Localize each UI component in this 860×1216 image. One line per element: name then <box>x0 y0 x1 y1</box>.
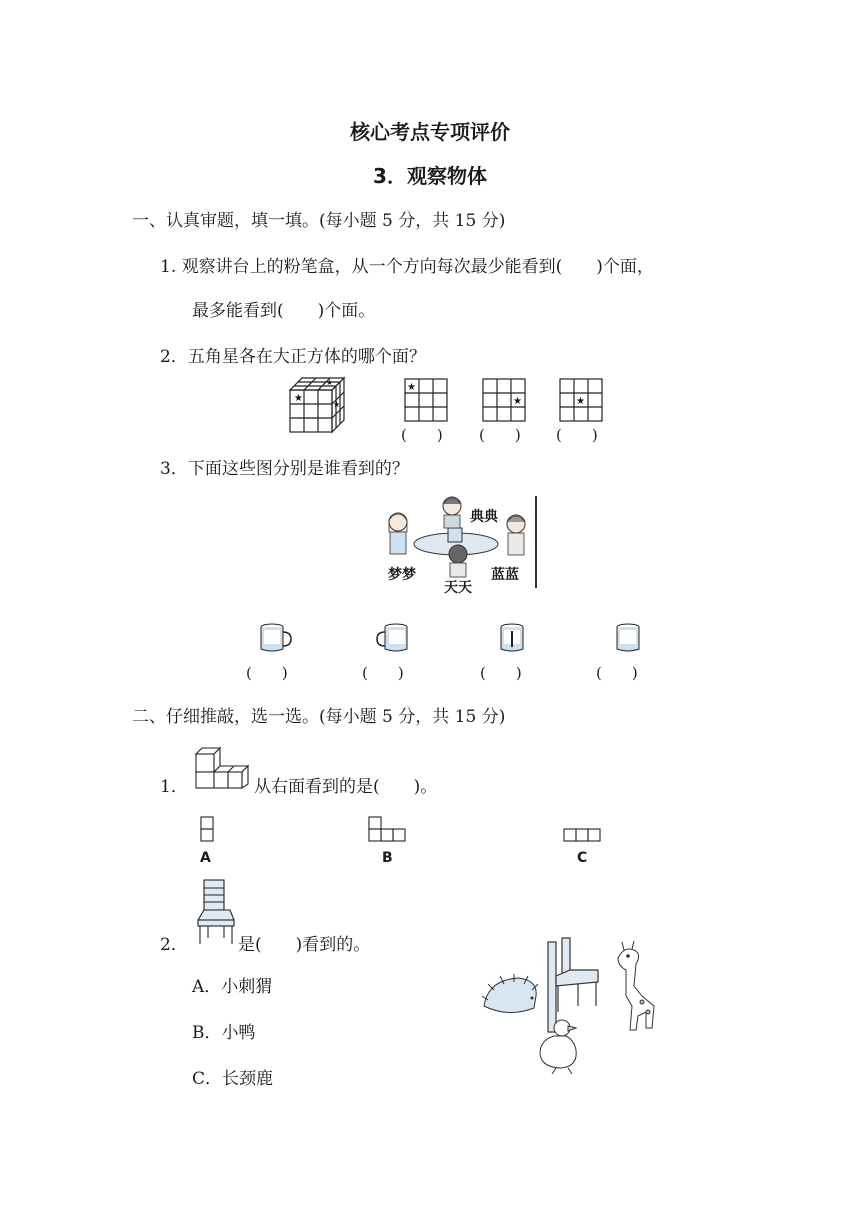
star-icon: ★ <box>333 400 341 409</box>
q2-text: 2．五角星各在大正方体的哪个面？ <box>160 347 426 367</box>
option-c-label[interactable]: C <box>577 850 588 866</box>
option-b-label[interactable]: B <box>382 850 393 866</box>
grid-view-2 <box>482 378 526 422</box>
cup-view-4 <box>612 622 644 654</box>
star-icon: ★ <box>326 378 334 387</box>
page-title: 核心考点专项评价 <box>350 120 510 144</box>
star-icon: ★ <box>407 382 416 393</box>
q3-blank-4[interactable]: ( ) <box>596 664 638 682</box>
cup-view-3 <box>496 622 528 654</box>
s2-q2-number: 2． <box>160 935 188 955</box>
section-1-heading: 一、认真审题，填一填。(每小题 5 分，共 15 分) <box>132 211 506 231</box>
cup-view-2 <box>374 622 414 654</box>
s2-q2-text: 是( )看到的。 <box>238 935 371 955</box>
s2-q1-text: 从右面看到的是( )。 <box>254 777 438 797</box>
chair-figure <box>194 878 238 946</box>
star-icon: ★ <box>576 396 585 407</box>
q3-blank-3[interactable]: ( ) <box>480 664 522 682</box>
cube-stack-figure <box>194 744 250 788</box>
q2-blank-2[interactable]: ( ) <box>479 426 521 444</box>
cup-view-1 <box>258 622 298 654</box>
q1-line2: 最多能看到( )个面。 <box>192 301 376 321</box>
option-c-figure <box>563 828 603 842</box>
big-cube-figure <box>288 376 348 436</box>
section-2-heading: 二、仔细推敲，选一选。(每小题 5 分，共 15 分) <box>132 707 506 727</box>
grid-view-3 <box>559 378 603 422</box>
name-dian-dian: 典典 <box>470 509 498 525</box>
q1-line1: 1. 观察讲台上的粉笔盒，从一个方向每次最少能看到( )个面， <box>160 257 654 277</box>
grid-view-1 <box>404 378 448 422</box>
option-a-figure <box>200 816 214 842</box>
hedgehog-figure <box>482 974 538 1013</box>
duck-figure <box>540 1020 576 1074</box>
option-a-label[interactable]: A <box>200 850 211 866</box>
s2-q2-option-a[interactable]: A．小刺猬 <box>192 977 273 997</box>
option-b-figure <box>368 816 408 842</box>
page-subtitle: 3．观察物体 <box>373 164 487 188</box>
giraffe-figure <box>618 941 654 1030</box>
q2-blank-1[interactable]: ( ) <box>401 426 443 444</box>
star-icon: ★ <box>513 396 522 407</box>
s2-q2-option-b[interactable]: B．小鸭 <box>192 1023 256 1043</box>
q2-blank-3[interactable]: ( ) <box>556 426 598 444</box>
s2-q2-option-c[interactable]: C．长颈鹿 <box>192 1069 274 1089</box>
q3-blank-2[interactable]: ( ) <box>362 664 404 682</box>
star-icon: ★ <box>294 393 303 404</box>
name-tian-tian: 天天 <box>444 580 472 596</box>
name-lan-lan: 蓝蓝 <box>491 567 519 583</box>
chair-side-figure <box>548 938 598 1032</box>
q3-blank-1[interactable]: ( ) <box>246 664 288 682</box>
q3-text: 3．下面这些图分别是谁看到的？ <box>160 459 409 479</box>
s2-q1-number: 1． <box>160 777 188 797</box>
animals-scene-illustration <box>478 936 668 1076</box>
name-meng-meng: 梦梦 <box>388 567 416 583</box>
